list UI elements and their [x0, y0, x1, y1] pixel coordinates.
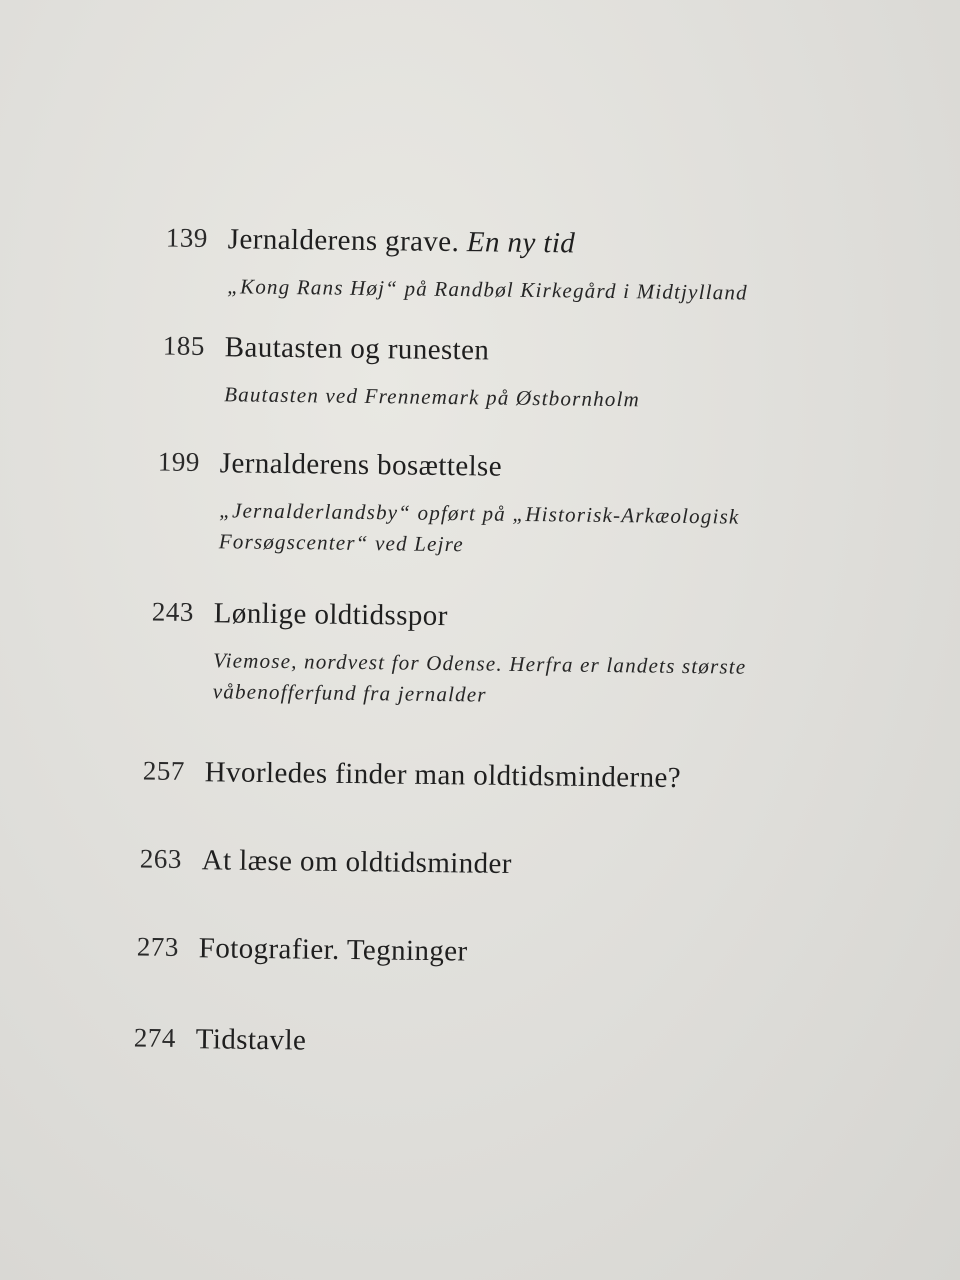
page-number: 185: [162, 330, 205, 361]
caption-line: våbenofferfund fra jernalder: [212, 679, 487, 707]
chapter-title-text: Jernalderens bosættelse: [219, 447, 503, 483]
chapter-title: [228, 223, 576, 260]
chapter-title: [214, 597, 448, 633]
chapter-title-text: Bautasten og runesten: [224, 331, 490, 367]
photo-caption: [227, 271, 847, 310]
page-number: 263: [139, 843, 182, 874]
chapter-title: [202, 844, 512, 881]
chapter-title: [196, 1023, 307, 1057]
caption-line: „Kong Rans Høj“ på Randbøl Kirkegård i Midtjylland: [227, 274, 748, 305]
photo-caption: [219, 495, 840, 565]
caption-line: „Jernalderlandsby“ opført på „Historisk-Arkæologisk: [219, 498, 740, 529]
page-number: 243: [151, 596, 194, 627]
chapter-title: [199, 932, 468, 968]
page-number: 273: [136, 931, 179, 962]
chapter-title-text: Fotografier. Tegninger: [198, 932, 468, 968]
chapter-title-text: Jernalderens grave.: [227, 223, 460, 259]
caption-line: Bautasten ved Frennemark på Østbornholm: [224, 382, 641, 412]
chapter-title-text: Hvorledes finder man oldtidsminderne?: [204, 756, 682, 795]
chapter-title-text: Tidstavle: [195, 1023, 307, 1057]
photo-caption: [224, 379, 844, 418]
page-number: 199: [157, 446, 200, 477]
chapter-title-italic: En ny tid: [466, 226, 576, 260]
chapter-title: [225, 331, 490, 367]
photo-caption: [213, 645, 834, 715]
caption-line: Viemose, nordvest for Odense. Herfra er landets største: [213, 648, 747, 679]
page-number: 257: [142, 755, 185, 786]
chapter-title-text: Lønlige oldtidsspor: [213, 597, 448, 633]
page-number: 139: [165, 222, 208, 253]
caption-line: Forsøgscenter“ ved Lejre: [218, 529, 464, 557]
chapter-title: [205, 756, 682, 795]
chapter-title-text: At læse om oldtidsminder: [201, 844, 513, 881]
page-number: 274: [133, 1022, 176, 1053]
chapter-title: [220, 447, 503, 483]
